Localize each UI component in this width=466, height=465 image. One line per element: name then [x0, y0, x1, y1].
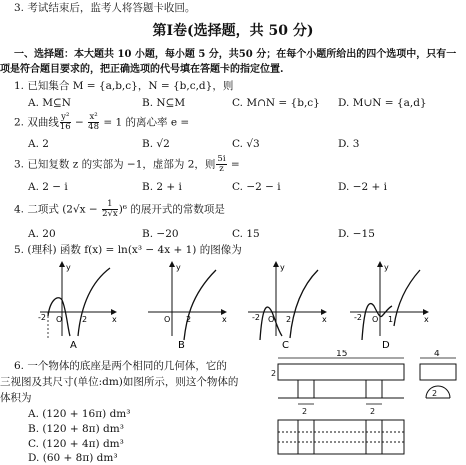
dim-2-left: 2	[271, 369, 277, 378]
graph-b-x-label: x	[222, 315, 227, 324]
question-4-option-b: B. −20	[142, 228, 179, 240]
question-3-option-b: B. 2 + i	[142, 181, 182, 193]
graph-c	[248, 262, 327, 351]
question-1-option-a: A. M⊆N	[28, 97, 71, 109]
fraction-1-2sqrtx: $\frac{1}{2√x}$	[102, 199, 118, 219]
fraction-5i-z: $\frac{5i}{z}$	[217, 154, 226, 174]
graph-d-1-label: 1	[388, 315, 394, 324]
graph-d-x-label: x	[424, 315, 429, 324]
graph-c-x-label: x	[322, 315, 327, 324]
question-1-option-c: C. M∩N = {b,c}	[232, 97, 320, 109]
question-1-stem: 1. 已知集合 M = {a,b,c}，N = {b,c,d}，则	[14, 80, 234, 92]
instructions-line-1: 一、选择题：本大题共 10 小题，每小题 5 分，共50 分；在每个小题所给出的四个选项中，只有一	[14, 49, 457, 60]
graph-d-y-label: y	[384, 263, 389, 272]
graph-a	[38, 262, 117, 351]
dim-2-bottom-left: 2	[302, 407, 308, 416]
question-2-stem: 2. 双曲线 $\frac{\text{y²}}{16}$ − $\frac{\text{x²}}{48}$ = 1 的离心率 e =	[14, 112, 190, 132]
question-5-graphs	[0, 256, 466, 356]
question-6-option-a: A. (120 + 16π) dm³	[28, 408, 131, 420]
graph-d-neg2-label: -2	[354, 313, 362, 322]
graph-b-label: B	[178, 340, 185, 351]
graph-a-neg2-label: -2	[38, 313, 46, 322]
instructions-line-2: 项是符合题目要求的，把正确选项的代号填在答题卡的指定位置.	[0, 64, 284, 75]
three-view-figure	[270, 350, 466, 456]
graph-d-origin-label: O	[372, 315, 379, 324]
question-1-option-d: D. M∪N = {a,d}	[338, 97, 427, 109]
question-2-option-d: D. 3	[338, 138, 360, 150]
graph-a-y-label: y	[66, 263, 71, 272]
question-3-option-c: C. −2 − i	[232, 181, 281, 193]
question-6-stem-line-1: 6. 一个物体的底座是两个相同的几何体，它的	[14, 360, 227, 372]
graph-c-neg2-label: -2	[252, 313, 260, 322]
graph-c-y-label: y	[280, 263, 285, 272]
question-6-stem-line-2: 三视图及其尺寸(单位:dm)如图所示，则这个物体的	[0, 376, 239, 388]
fraction-y2-16: $\frac{\text{y²}}{16}$	[59, 112, 71, 132]
question-5-stem: 5. (理科) 函数 f(x) = ln(x³ − 4x + 1) 的图像为	[14, 244, 242, 256]
graph-b-origin-label: O	[164, 315, 171, 324]
graph-d-label: D	[382, 340, 390, 351]
graph-a-origin-label: O	[56, 315, 63, 324]
question-4-option-a: A. 20	[28, 228, 56, 240]
fraction-x2-48: $\frac{\text{x²}}{48}$	[88, 112, 99, 132]
question-4-option-c: C. 15	[232, 228, 260, 240]
question-3-stem: 3. 已知复数 z 的实部为 −1，虚部为 2，则 $\frac{5i}{z}$ =	[14, 154, 240, 174]
question-6-stem-line-3: 体积为	[0, 392, 32, 404]
question-2-option-b: B. √2	[142, 138, 170, 150]
graph-b-y-label: y	[176, 263, 181, 272]
question-6-option-d: D. (60 + 8π) dm³	[28, 452, 118, 464]
question-3-option-d: D. −2 + i	[338, 181, 388, 193]
question-2-option-c: C. √3	[232, 138, 260, 150]
graph-a-label: A	[70, 340, 77, 351]
graph-b-2-label: 2	[186, 315, 192, 324]
section-title: 第Ⅰ卷(选择题，共 50 分)	[152, 23, 314, 39]
question-4-stem: 4. 二项式 (2√x − $\frac{1}{2√x}$ )⁶ 的展开式的常数项是	[14, 199, 225, 219]
graph-c-origin-label: O	[268, 315, 275, 324]
question-6-option-b: B. (120 + 8π) dm³	[28, 423, 124, 435]
question-2-option-a: A. 2	[28, 138, 49, 150]
graph-c-label: C	[282, 340, 289, 351]
question-3-option-a: A. 2 − i	[28, 181, 68, 193]
graph-a-2-label: 2	[82, 315, 88, 324]
question-1-option-b: B. N⊆M	[142, 97, 186, 109]
graph-a-x-label: x	[112, 315, 117, 324]
question-4-option-d: D. −15	[338, 228, 375, 240]
dim-15: 15	[336, 350, 348, 359]
dim-4: 4	[434, 350, 440, 359]
exam-note: 3. 考试结束后，监考人将答题卡收回。	[14, 2, 196, 14]
graph-d	[350, 262, 429, 351]
graph-c-2-label: 2	[286, 315, 292, 324]
dim-2-bottom-right: 2	[370, 407, 376, 416]
question-6-option-c: C. (120 + 4π) dm³	[28, 438, 124, 450]
graph-b	[148, 262, 227, 351]
dim-2-side: 2	[432, 389, 438, 398]
